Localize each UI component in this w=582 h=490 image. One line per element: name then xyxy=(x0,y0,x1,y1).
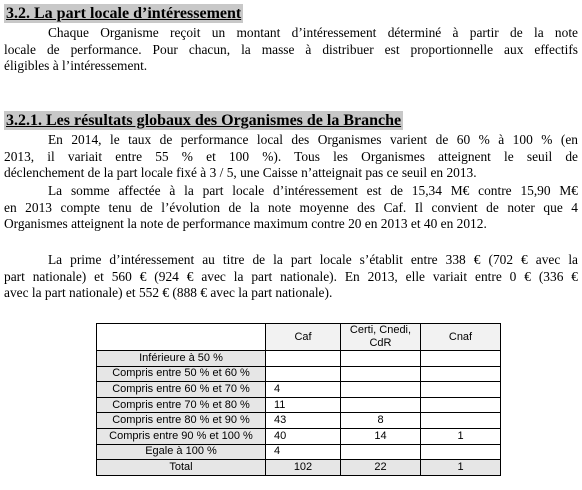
paragraph-line: avec la part nationale) et 552 € (888 € avec la part nationale). xyxy=(4,285,333,300)
cell-caf xyxy=(266,351,341,367)
cell-certi: 14 xyxy=(341,428,421,444)
results-paragraph-1 xyxy=(4,132,578,182)
cell-certi xyxy=(341,444,421,460)
table-row xyxy=(97,351,501,367)
section-paragraph xyxy=(4,25,578,75)
cell-certi: 22 xyxy=(341,460,421,476)
table-row xyxy=(97,413,501,429)
cell-cnaf: 1 xyxy=(421,460,501,476)
header-certi-cnedi-cdr: Certi, Cnedi, CdR xyxy=(341,324,421,351)
row-label: Compris entre 80 % et 90 % xyxy=(97,413,266,429)
header-caf: Caf xyxy=(266,324,341,351)
cell-cnaf xyxy=(421,397,501,413)
table-row xyxy=(97,428,501,444)
cell-certi xyxy=(341,382,421,398)
cell-certi xyxy=(341,351,421,367)
section-heading: 3.2. La part locale d’intéressement xyxy=(6,5,242,22)
paragraph-line: 2013, il variait entre 55 % et 100 %). Tous les Organismes atteignent le seuil de xyxy=(4,148,578,164)
subsection-heading: 3.2.1. Les résultats globaux des Organismes de la Branche xyxy=(6,112,402,129)
cell-cnaf xyxy=(421,382,501,398)
paragraph-line: Chaque Organisme reçoit un montant d’intéressement déterminé à partir de la note xyxy=(48,25,578,40)
table-total-row xyxy=(97,460,501,476)
row-label: Compris entre 70 % et 80 % xyxy=(97,397,266,413)
paragraph-line: part nationale) et 560 € (924 € avec la part nationale). En 2013, elle variait entre 0 € (336 € xyxy=(4,268,578,284)
cell-caf: 102 xyxy=(266,460,341,476)
row-label: Egale à 100 % xyxy=(97,444,266,460)
row-label: Compris entre 50 % et 60 % xyxy=(97,366,266,382)
cell-caf: 4 xyxy=(266,444,341,460)
paragraph-line: en 2013 compte tenu de l’évolution de la note moyenne des Caf. Il convient de noter que 4 xyxy=(4,199,578,215)
cell-cnaf xyxy=(421,351,501,367)
results-paragraph-3 xyxy=(4,252,578,302)
header-cnaf: Cnaf xyxy=(421,324,501,351)
cell-caf xyxy=(266,366,341,382)
results-table xyxy=(96,323,501,476)
cell-certi: 8 xyxy=(341,413,421,429)
cell-certi xyxy=(341,397,421,413)
table-corner xyxy=(97,324,266,351)
paragraph-line: éligibles à l’intéressement. xyxy=(4,58,148,73)
cell-caf: 43 xyxy=(266,413,341,429)
table-header-row xyxy=(97,324,501,351)
cell-caf: 11 xyxy=(266,397,341,413)
table-row xyxy=(97,366,501,382)
cell-certi xyxy=(341,366,421,382)
table-row xyxy=(97,444,501,460)
paragraph-line: La prime d’intéressement au titre de la part locale s’établit entre 338 € (702 € avec la xyxy=(48,252,578,267)
paragraph-line: Organismes atteignent la note de performance maximum contre 20 en 2013 et 40 en 2012. xyxy=(4,216,487,231)
row-label: Total xyxy=(97,460,266,476)
cell-cnaf xyxy=(421,413,501,429)
row-label: Compris entre 90 % et 100 % xyxy=(97,428,266,444)
paragraph-line: La somme affectée à la part locale d’intéressement est de 15,34 M€ contre 15,90 M€ xyxy=(48,183,578,198)
cell-caf: 4 xyxy=(266,382,341,398)
cell-cnaf: 1 xyxy=(421,428,501,444)
results-paragraph-2 xyxy=(4,183,578,233)
table-row xyxy=(97,382,501,398)
cell-cnaf xyxy=(421,366,501,382)
paragraph-line: locale de performance. Pour chacun, la masse à distribuer est proportionnelle aux effectifs xyxy=(4,41,578,57)
cell-cnaf xyxy=(421,444,501,460)
table-row xyxy=(97,397,501,413)
paragraph-line: déclenchement de la part locale fixé à 3 / 5, une Caisse n’atteignait pas ce seuil en 2013. xyxy=(4,165,477,180)
cell-caf: 40 xyxy=(266,428,341,444)
row-label: Inférieure à 50 % xyxy=(97,351,266,367)
row-label: Compris entre 60 % et 70 % xyxy=(97,382,266,398)
paragraph-line: En 2014, le taux de performance local des Organismes varient de 60 % à 100 % (en xyxy=(48,132,578,147)
